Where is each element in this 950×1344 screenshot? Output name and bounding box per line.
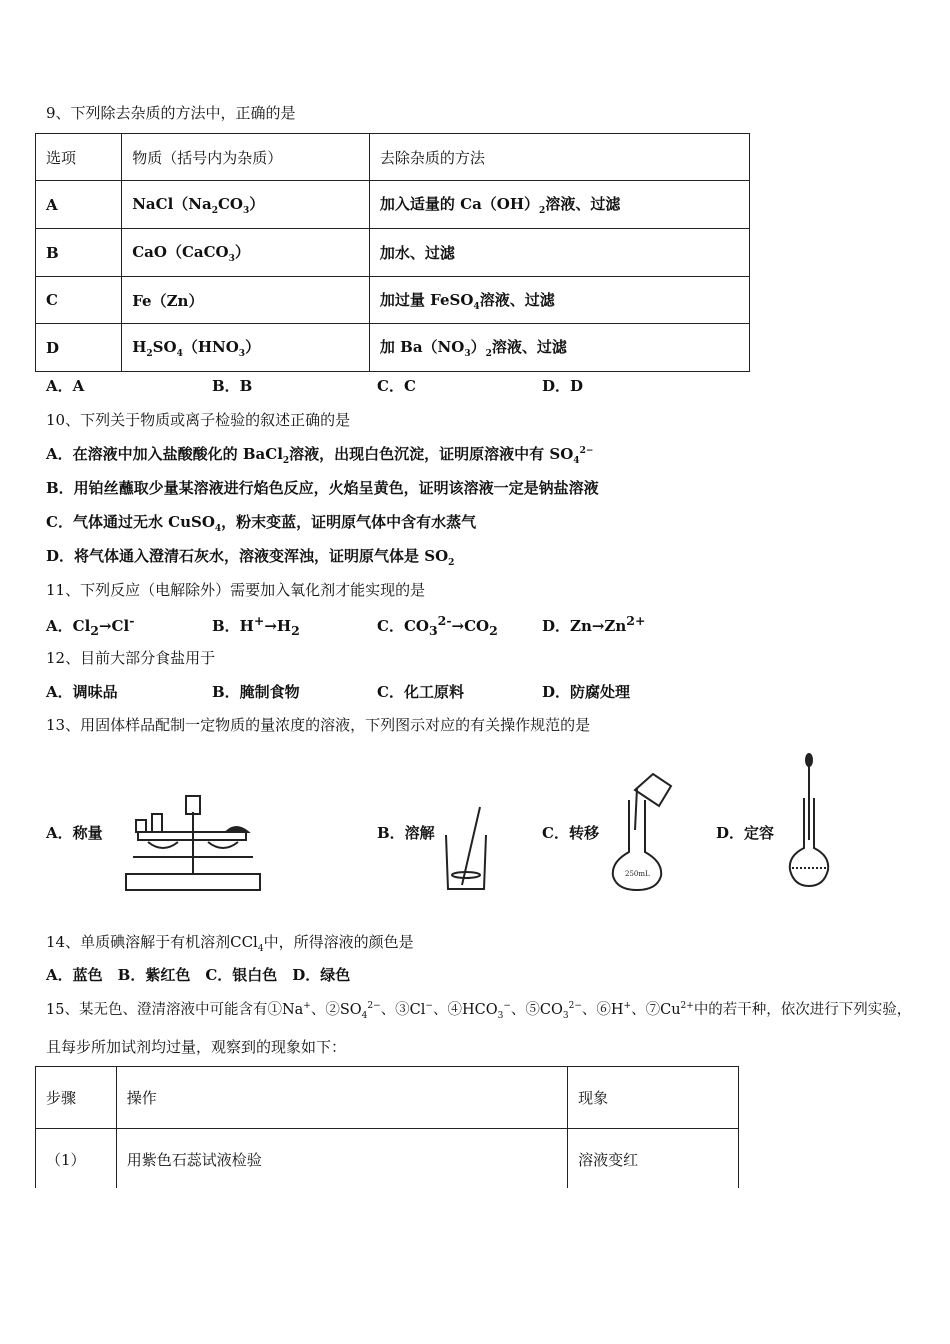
subscript: 2	[211, 206, 218, 216]
text-run: 、⑤CO	[510, 1002, 563, 1018]
volumetric-flask-figure	[784, 750, 834, 890]
q9-option-d	[542, 375, 583, 396]
table-cell	[568, 1129, 739, 1191]
table-cell	[36, 1067, 117, 1129]
table-cell	[369, 277, 749, 324]
q10-stem	[46, 409, 350, 430]
table-cell	[122, 181, 370, 229]
subscript: 3	[464, 349, 471, 359]
text-run: 加过量 FeSO	[379, 290, 474, 309]
solution-transfer-figure	[605, 770, 675, 892]
q14-options	[46, 964, 350, 985]
superscript: +	[253, 613, 265, 628]
text-run: D．防腐处理	[542, 683, 631, 701]
table-row	[36, 1129, 739, 1191]
q11-option-d	[542, 613, 645, 636]
table-cell	[568, 1067, 739, 1129]
text-run: 、③Cl	[380, 1002, 426, 1018]
q11-option-b	[212, 613, 300, 638]
text-run: A．调味品	[46, 683, 118, 701]
q13-option-b	[377, 822, 435, 843]
superscript: +	[623, 1001, 632, 1012]
subscript: 4	[473, 301, 480, 312]
subscript: 4	[214, 524, 222, 534]
text-run: A．A	[46, 377, 85, 395]
text-run: ，粉末变蓝，证明原气体中含有水蒸气	[221, 513, 477, 531]
text-run: CaO（CaCO	[132, 243, 229, 261]
text-run: A．蓝色 B．紫红色 C．银白色 D．绿色	[46, 966, 351, 984]
q11-option-c	[377, 613, 498, 638]
text-run: A．称量	[46, 824, 103, 842]
text-run: ）	[470, 338, 486, 356]
q9-option-b	[212, 375, 252, 396]
text-run: 且每步所加试剂均过量，观察到的现象如下：	[46, 1038, 347, 1056]
q12-option-c	[377, 681, 464, 702]
subscript: 2	[282, 456, 290, 466]
text-run: 9、下列除去杂质的方法中，正确的是	[46, 104, 296, 122]
q13-option-c	[542, 822, 599, 843]
text-run: 、⑦Cu	[631, 1002, 681, 1018]
text-run: 、⑥H	[581, 1002, 624, 1018]
text-run: NaCl（Na	[132, 195, 212, 213]
table-cell	[369, 181, 749, 229]
text-run: 14、单质碘溶解于有机溶剂CCl	[46, 933, 258, 951]
text-run: 中，所得溶液的颜色是	[263, 933, 414, 951]
text-run: ）	[245, 338, 261, 356]
table-cell	[122, 134, 370, 181]
table-cell	[36, 229, 122, 277]
text-run: 加入适量的 Ca（OH）	[379, 195, 540, 213]
superscript: 2−	[568, 1001, 582, 1012]
table-cell	[122, 229, 370, 277]
balance-scale-figure	[118, 792, 268, 894]
superscript: 2+	[680, 1001, 694, 1012]
table-cell	[36, 1129, 117, 1191]
text-run: 15、某无色、澄清溶液中可能含有①Na	[46, 1002, 304, 1018]
beaker-stirring-figure	[440, 805, 490, 893]
subscript: 2	[489, 623, 498, 638]
text-run: 11、下列反应（电解除外）需要加入氧化剂才能实现的是	[46, 581, 426, 599]
text-run: 去除杂质的方法	[379, 148, 485, 167]
text-run: 12、目前大部分食盐用于	[46, 649, 216, 667]
table-cell	[369, 134, 749, 181]
table-cell	[36, 324, 122, 372]
text-run: A．Cl	[46, 617, 91, 635]
text-run: 加水、过滤	[379, 244, 455, 262]
text-run: D．定容	[716, 824, 775, 842]
text-run: （HNO	[182, 338, 239, 356]
text-run: 13、用固体样品配制一定物质的量浓度的溶液，下列图示对应的有关操作规范的是	[46, 716, 591, 734]
text-run: H	[132, 338, 147, 356]
text-run: 物质（括号内为杂质）	[132, 148, 283, 167]
text-run: D．D	[542, 377, 584, 395]
text-run: 10、下列关于物质或离子检验的叙述正确的是	[46, 411, 351, 429]
subscript: 4	[257, 944, 264, 954]
text-run: 溶液变红	[578, 1151, 639, 1169]
superscript: −	[503, 1001, 511, 1012]
table-cell	[116, 1067, 567, 1129]
superscript: 2−	[367, 1001, 381, 1012]
subscript: 2	[90, 623, 99, 638]
text-run: 现象	[578, 1089, 609, 1107]
superscript: 2-	[437, 613, 452, 628]
q12-stem	[46, 647, 215, 668]
table-header-row	[36, 1067, 739, 1129]
table-cell	[116, 1129, 567, 1191]
table-header-row	[36, 134, 750, 181]
text-run: →H	[264, 617, 292, 635]
q10-option-b	[46, 477, 599, 498]
q11-option-a	[46, 613, 134, 638]
q15-stem	[46, 998, 911, 1021]
text-run: B．溶解	[377, 824, 435, 842]
text-run: 溶液，出现白色沉淀，证明原溶液中有 SO	[289, 445, 574, 463]
text-run: 选项	[46, 148, 77, 167]
q10-option-c	[46, 511, 476, 534]
text-run: C．转移	[542, 824, 599, 842]
q11-stem	[46, 579, 425, 600]
text-run: 、④HCO	[432, 1002, 498, 1018]
subscript: 3	[243, 206, 250, 216]
text-run: （1）	[46, 1151, 86, 1169]
text-run: 溶液、过滤	[545, 195, 621, 213]
superscript: +	[303, 1001, 311, 1012]
text-run: D	[46, 338, 60, 357]
text-run: 溶液、过滤	[491, 338, 567, 356]
table-row	[36, 277, 750, 324]
subscript: 2	[291, 623, 300, 638]
superscript: -	[129, 613, 135, 628]
text-run: C．化工原料	[377, 683, 464, 701]
svg-text:250mL: 250mL	[625, 870, 650, 878]
q15-table	[35, 1066, 739, 1191]
q15-stem-continued	[46, 1036, 346, 1057]
text-run: 溶液、过滤	[479, 290, 555, 309]
subscript: 4	[176, 349, 183, 359]
table-row	[36, 324, 750, 372]
table-cell	[122, 277, 370, 324]
subscript: 3	[238, 349, 246, 359]
q13-option-d	[716, 822, 774, 843]
table-row	[36, 229, 750, 277]
text-run: B．用铂丝蘸取少量某溶液进行焰色反应，火焰呈黄色，证明该溶液一定是钠盐溶液	[46, 479, 599, 497]
text-run: B．B	[212, 377, 253, 395]
text-run: C．C	[377, 377, 416, 395]
superscript: −	[425, 1001, 433, 1012]
table-cell	[36, 134, 122, 181]
subscript: 3	[562, 1010, 569, 1021]
text-run: 、②SO	[310, 1002, 362, 1018]
table-cell	[36, 277, 122, 324]
table-cell	[122, 324, 370, 372]
text-run: Fe（Zn）	[132, 291, 204, 310]
text-run: 中的若干种，依次进行下列实验，	[693, 1002, 912, 1018]
subscript: 3	[497, 1010, 504, 1021]
text-run: D．Zn→Zn	[542, 617, 627, 635]
q9-option-a	[46, 375, 84, 396]
text-run: ）	[234, 243, 250, 261]
q9-table	[35, 133, 750, 372]
subscript: 2	[448, 558, 455, 568]
q12-option-d	[542, 681, 630, 702]
table-row	[36, 181, 750, 229]
text-run: →CO	[451, 617, 490, 635]
q10-option-a	[46, 443, 593, 466]
superscript: 2−	[579, 446, 594, 456]
text-run: SO	[152, 338, 177, 356]
q12-option-a	[46, 681, 118, 702]
text-run: A	[46, 195, 58, 214]
text-run: B	[46, 243, 59, 262]
text-run: 用紫色石蕊试液检验	[126, 1151, 262, 1169]
text-run: CO	[217, 195, 243, 213]
text-run: 加 Ba（NO	[379, 338, 465, 356]
superscript: 2+	[626, 613, 646, 628]
q14-stem	[46, 931, 414, 954]
table-cell	[369, 229, 749, 277]
subscript: 2	[485, 349, 492, 359]
text-run: C	[46, 291, 58, 309]
q12-option-b	[212, 681, 300, 702]
text-run: 操作	[126, 1089, 157, 1107]
subscript: 3	[228, 254, 235, 264]
q13-option-a	[46, 822, 103, 843]
text-run: 步骤	[46, 1089, 77, 1107]
table-cell	[369, 324, 749, 372]
q13-stem	[46, 714, 590, 735]
text-run: D．将气体通入澄清石灰水，溶液变浑浊，证明原气体是 SO	[46, 547, 449, 565]
text-run: →Cl	[98, 617, 130, 635]
q9-option-c	[377, 375, 416, 396]
table-cell	[36, 181, 122, 229]
text-run: C．CO	[377, 617, 429, 635]
subscript: 2	[539, 206, 546, 216]
text-run: B．腌制食物	[212, 683, 300, 701]
subscript: 2	[146, 349, 153, 359]
text-run: B．H	[212, 617, 254, 635]
q10-option-d	[46, 545, 454, 568]
text-run: A．在溶液中加入盐酸酸化的 BaCl	[46, 445, 283, 463]
text-run: C．气体通过无水 CuSO	[46, 513, 215, 531]
q9-stem	[46, 102, 296, 123]
text-run: ）	[249, 195, 265, 213]
subscript: 4	[361, 1010, 368, 1021]
subscript: 3	[428, 623, 438, 638]
subscript: 4	[573, 456, 580, 466]
